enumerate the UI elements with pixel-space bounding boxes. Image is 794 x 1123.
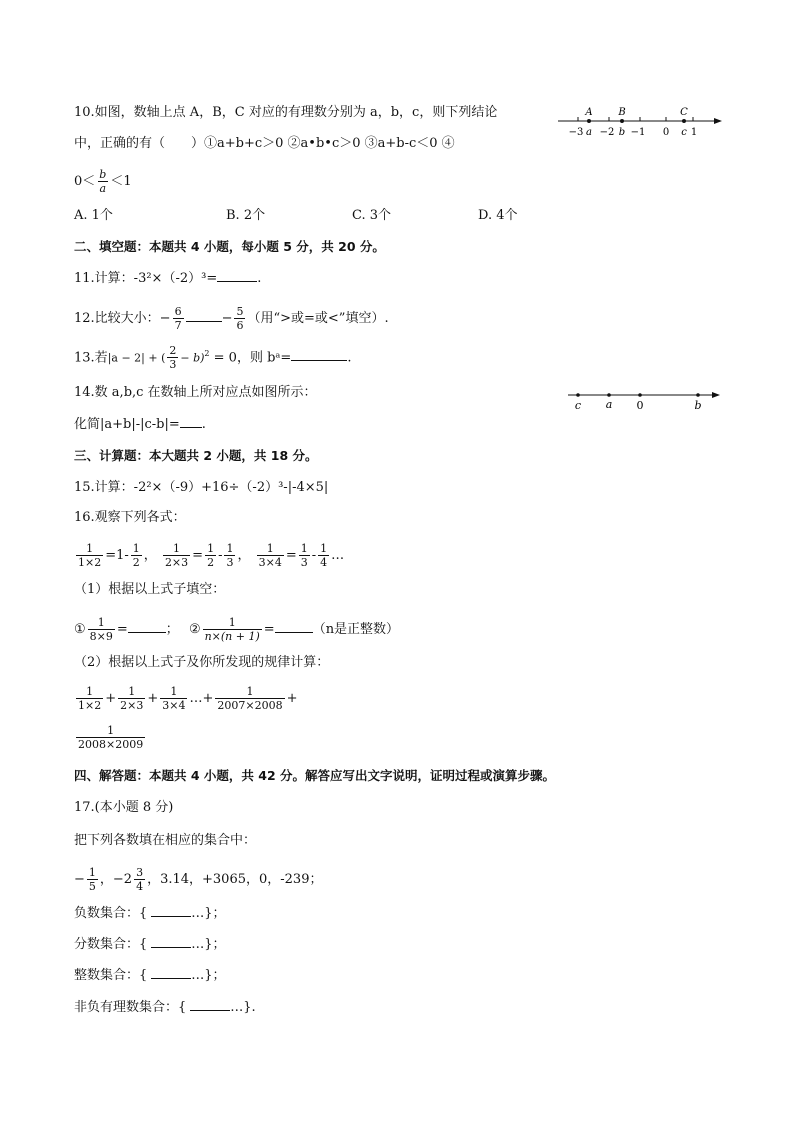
tick-label: −3 (568, 127, 584, 138)
q10-line1: 10.如图，数轴上点 A，B，C 对应的有理数分别为 a，b，c，则下列结论 (74, 105, 498, 120)
q14-line2: 化简|a+b|-|c-b|= . (74, 417, 206, 432)
q14-line1: 14.数 a,b,c 在数轴上所对应点如图所示： (74, 385, 317, 400)
answer-blank (291, 348, 347, 361)
q17-set-negative: 负数集合：{ …}； (74, 906, 226, 921)
fraction-b-over-a: $\frac{b}{a}$ (99, 168, 107, 195)
point-a-dot (587, 119, 591, 123)
q16-part1-blanks: ① $\frac{1}{8\times 9}$ = ； ② $\frac{1}{n\times(n + 1)}$ = （n是正整数） (74, 616, 400, 643)
point-label-c: C (680, 107, 688, 118)
tick-label: b (618, 127, 626, 138)
q17-set-fraction: 分数集合：{ …}； (74, 937, 226, 952)
answer-blank (180, 415, 202, 428)
q13: 13.若|a − 2| + ( $\frac{2}{3}$ − b)$^2$ = 0，则 bᵃ= . (74, 344, 352, 372)
q10-line2: 中，正确的有（ ）①a+b+c＞0 ②a•b•c＞0 ③a+b-c＜0 ④ (74, 136, 455, 151)
q17-set-integer: 整数集合：{ …}； (74, 968, 226, 983)
section-4-heading: 四、解答题：本题共 4 小题，共 42 分。解答应写出文字说明，证明过程或演算步骤。 (74, 768, 556, 783)
point-label-0: 0 (636, 399, 644, 412)
answer-blank (217, 269, 257, 282)
tick-label: −2 (599, 127, 615, 138)
answer-blank (275, 620, 313, 633)
tick-label: 0 (662, 127, 670, 138)
q16-part2-sum: $\frac{1}{1\times 2}$ + $\frac{1}{2\times 3}$ + $\frac{1}{3\times 4}$ …+ $\frac{1}{2007\times 2008}$ + (78, 685, 298, 712)
q17-set-nonnegative: 非负有理数集合：{ …}. (74, 1000, 256, 1015)
q16-part1-heading: （1）根据以上式子填空： (74, 582, 226, 597)
q10-number-line (556, 104, 726, 144)
point-b-dot (620, 119, 624, 123)
q17-instruction: 把下列各数填在相应的集合中： (74, 833, 257, 848)
q16-part2-heading: （2）根据以上式子及你所发现的规律计算： (74, 655, 330, 670)
q17-title: 17.(本小题 8 分) (74, 800, 174, 815)
q17-numbers: − $\frac{1}{5}$ ，−2 $\frac{3}{4}$ ，3.14，+3065，0，-239； (74, 866, 323, 893)
point-label-b: B (618, 107, 626, 118)
q10-option-d: D. 4个 (478, 208, 518, 223)
q16-title: 16.观察下列各式： (74, 510, 186, 525)
q10-option-a: A. 1个 (74, 208, 113, 223)
point-label-b: b (694, 399, 702, 412)
tick-label: c (681, 127, 687, 138)
answer-blank (128, 620, 166, 633)
point-c-dot (682, 119, 686, 123)
tick-label: a (586, 127, 592, 138)
q16-part2-sum-cont: $\frac{1}{2008\times 2009}$ (78, 724, 144, 751)
answer-blank (186, 309, 222, 322)
tick-label: 1 (690, 127, 698, 138)
tick-label: −1 (630, 127, 646, 138)
q14-number-line (566, 384, 726, 414)
q15: 15.计算：-2²×（-9）+16÷（-2）³-|-4×5| (74, 480, 329, 495)
q12: 12.比较大小：− $\frac{6}{7}$ − $\frac{5}{6}$ （用“>或=或<”填空）. (74, 305, 389, 332)
q16-observations: $\frac{1}{1\times 2}$ =1- $\frac{1}{2}$ ， $\frac{1}{2\times 3}$ = $\frac{1}{2}$ - $\frac{1}{3}$ ， $\frac{1}{3\times 4}$ = $\frac{1}{3}$ - $\frac{1}{4}$ … (78, 542, 345, 569)
answer-blank (151, 935, 191, 948)
point-label-c: c (574, 399, 582, 412)
q11: 11.计算：-3²×（-2）³= . (74, 271, 262, 286)
section-2-heading: 二、填空题：本题共 4 小题，每小题 5 分，共 20 分。 (74, 239, 385, 254)
answer-blank (151, 904, 191, 917)
answer-blank (151, 966, 191, 979)
q10-option-b: B. 2个 (226, 208, 266, 223)
q10-line3: 0＜ $\frac{b}{a}$ ＜1 (74, 168, 132, 195)
q10-option-c: C. 3个 (352, 208, 392, 223)
answer-blank (190, 998, 230, 1011)
point-label-a: A (585, 107, 593, 118)
point-label-a: a (605, 398, 613, 411)
section-3-heading: 三、计算题：本大题共 2 小题，共 18 分。 (74, 448, 318, 463)
